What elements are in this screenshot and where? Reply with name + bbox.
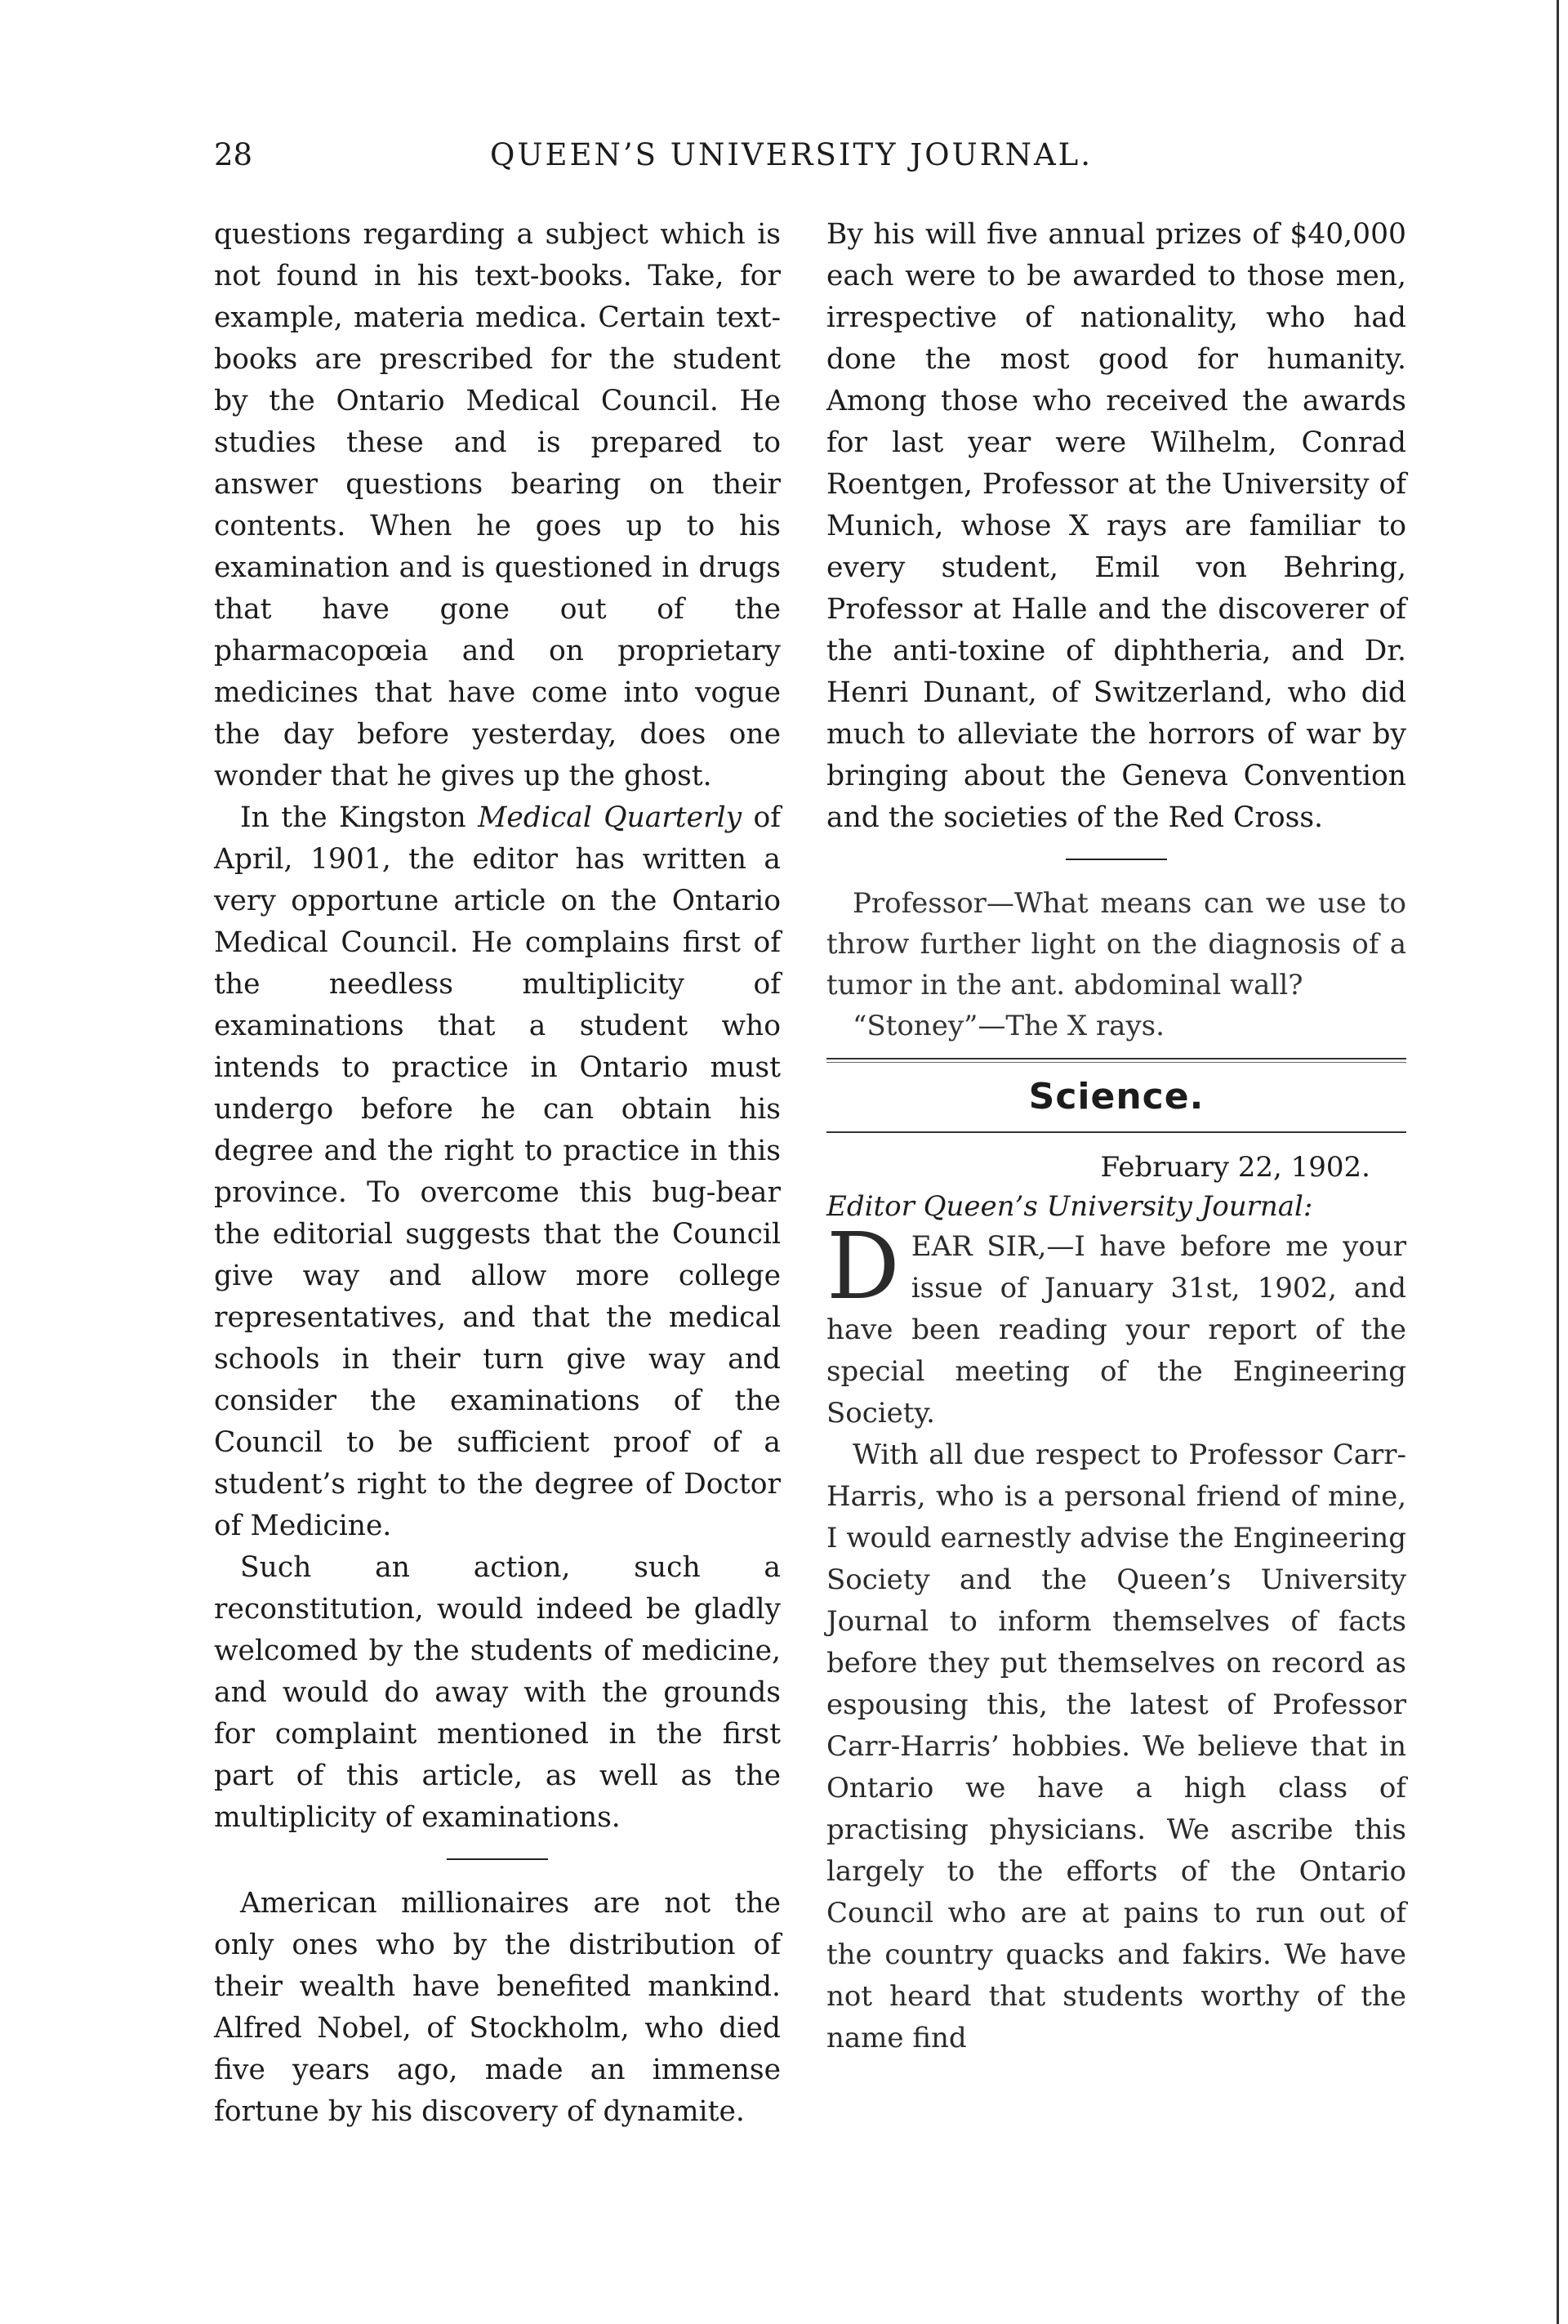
left-paragraph-1: questions regarding a subject which is not found in his text-books. Take, for example, materia medica. Certain text-books are prescribed for the student by the Ontario Medical Council. He studies these and is prepared to answer questions bearing on their contents. When he goes up to his examination and is questioned in drugs that have gone out of the pharmacopœia and on proprietary medicines that have come into vogue the day before yesterday, does one wonder that he gives up the ghost.: [214, 218, 781, 792]
letter-paragraph-2: With all due respect to Professor Carr-Harris, who is a personal friend of mine, I would earnestly advise the Engineering Society and the Queen’s University Journal to inform themselves of facts before they put themselves on record as espousing this, the latest of Professor Carr-Harris’ hobbies. We believe that in Ontario we have a high class of practising physicians. We ascribe this largely to the efforts of the Ontario Council who are at pains to run out of the country quacks and fakirs. We have not heard that students worthy of the name find: [826, 1439, 1406, 2054]
right-column: [826, 214, 1406, 2059]
letter-addressee: Editor Queen’s University Journal:: [826, 1190, 1313, 1223]
joke-exchange: [826, 883, 1406, 1046]
section-heading: Science.: [1028, 1076, 1205, 1117]
left-paragraph-3: Such an action, such a reconstitution, would indeed be gladly welcomed by the students of medicine, and would do away with the grounds for complaint mentioned in the first part of this article, as well as the multiplicity of examinations.: [214, 1551, 781, 1834]
double-rule: [826, 1058, 1406, 1063]
right-paragraph-1: By his will five annual prizes of $40,000 each were to be awarded to those men, irrespective of nationality, who had done the most good for humanity. Among those who received the awards for last year were Wilhelm, Conrad Roentgen, Professor at the University of Munich, whose X rays are familiar to every student, Emil von Behring, Professor at Halle and the discoverer of the anti-toxine of diphtheria, and Dr. Henri Dunant, of Switzerland, who did much to alleviate the horrors of war by bringing about the Geneva Convention and the societies of the Red Cross.: [826, 218, 1406, 834]
heading-rule: [826, 1131, 1406, 1133]
section-divider: [447, 1858, 548, 1860]
section-divider: [1066, 859, 1167, 860]
left-paragraph-4: American millionaires are not the only ones who by the distribution of their wealth have benefited mankind. Alfred Nobel, of Stockholm, who died five years ago, made an immense fortune by his discovery of dynamite.: [214, 1887, 781, 2128]
running-head: QUEEN’S UNIVERSITY JOURNAL.: [490, 137, 1094, 172]
drop-cap: D: [826, 1214, 900, 1320]
page-number: 28: [214, 137, 253, 172]
para-2-lead: In the Kingston: [240, 801, 479, 834]
left-paragraph-2: [214, 797, 781, 1547]
left-column: [214, 214, 781, 2133]
joke-question: Professor—What means can we use to throw further light on the diagnosis of a tumor in the ant. abdominal wall?: [826, 887, 1406, 1001]
journal-title-italic: Medical Quarterly: [478, 801, 742, 834]
letter-body: [826, 1214, 1406, 2059]
joke-answer: “Stoney”—The X rays.: [853, 1010, 1165, 1042]
page-edge-line: [1557, 0, 1559, 2324]
letter-opening-text: EAR SIR,—I have before me your issue of January 31st, 1902, and have been reading your report of the special meeting of the Engineering Society.: [826, 1230, 1406, 1430]
para-2-rest: of April, 1901, the editor has written a very opportune article on the Ontario Medical Council. He complains first of the needless multiplicity of examinations that a student who intends to practice in Ontario must undergo before he can obtain his degree and the right to practice in this province. To overcome this bug-bear the editorial suggests that the Council give way and allow more college representatives, and that the medical schools in their turn give way and consider the examinations of the Council to be sufficient proof of a student’s right to the degree of Doctor of Medicine.: [214, 801, 782, 1542]
letter-opening: [826, 1214, 1406, 1434]
letter-date: February 22, 1902.: [1100, 1151, 1370, 1184]
